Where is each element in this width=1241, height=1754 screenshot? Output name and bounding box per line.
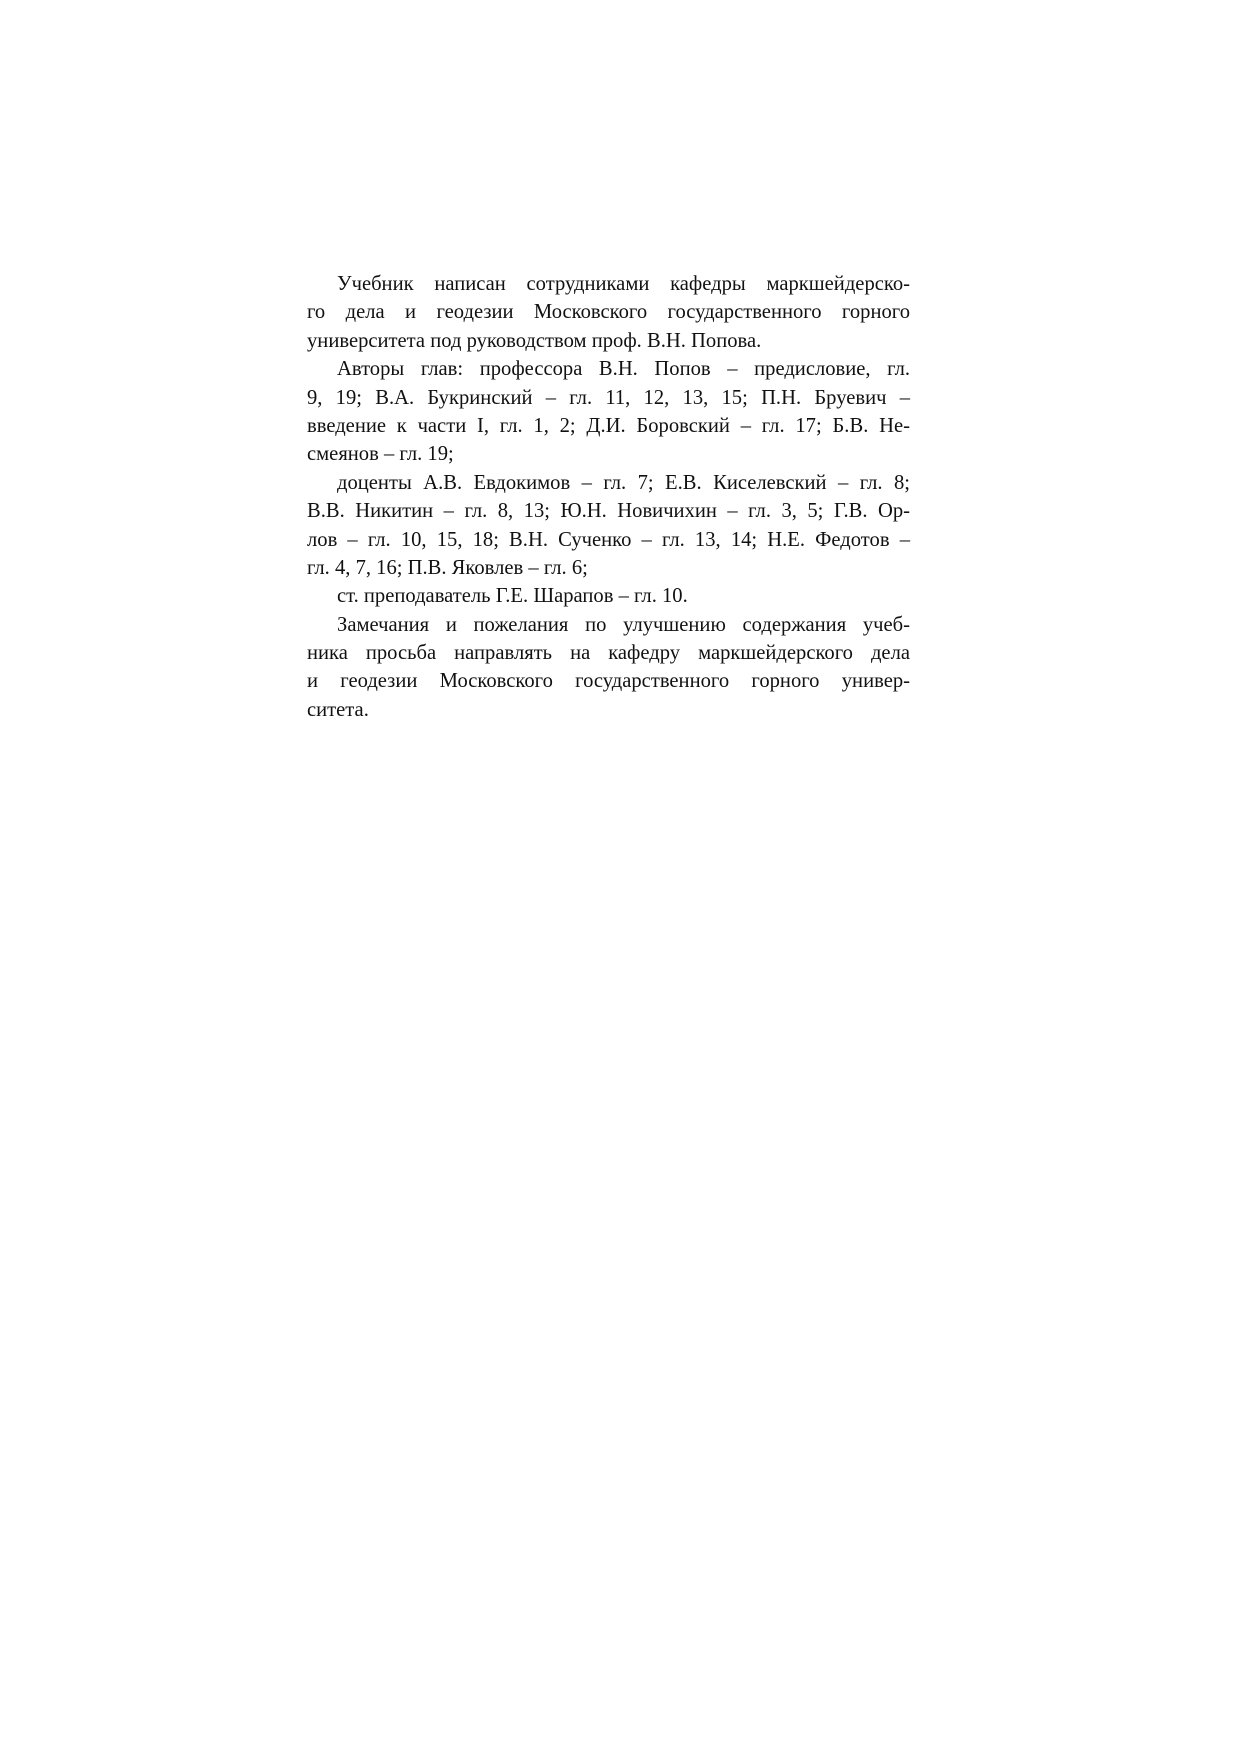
text-line: университета под руководством проф. В.Н. Попова. [307, 329, 762, 352]
text-line: доценты А.В. Евдокимов – гл. 7; Е.В. Киселевский – гл. 8; [337, 471, 910, 494]
paragraph-chapter-authors-senior-lecturer [307, 582, 910, 610]
paragraph-chapter-authors-docents [307, 469, 910, 583]
text-line: ника просьба направлять на кафедру маркшейдерского дела [307, 642, 910, 665]
text-line: Авторы глав: профессора В.Н. Попов – предисловие, гл. [337, 358, 910, 381]
text-line: и геодезии Московского государственного горного универ- [307, 670, 910, 693]
paragraph-chapter-authors-professors [307, 355, 910, 469]
text-line: ст. преподаватель Г.Е. Шарапов – гл. 10. [337, 585, 688, 608]
paragraph-authorship [307, 270, 910, 355]
text-line: го дела и геодезии Московского государственного горного [307, 301, 910, 324]
paragraph-feedback [307, 611, 910, 725]
text-line: Учебник написан сотрудниками кафедры маркшейдерско- [337, 273, 910, 295]
credits-text-block [307, 270, 910, 724]
text-line: 9, 19; В.А. Букринский – гл. 11, 12, 13, 15; П.Н. Бруевич – [307, 386, 910, 409]
text-line: гл. 4, 7, 16; П.В. Яковлев – гл. 6; [307, 556, 588, 579]
text-line: ситета. [307, 698, 369, 721]
text-line: смеянов – гл. 19; [307, 443, 454, 466]
text-line: В.В. Никитин – гл. 8, 13; Ю.Н. Новичихин – гл. 3, 5; Г.В. Ор- [307, 500, 910, 523]
text-line: лов – гл. 10, 15, 18; В.Н. Сученко – гл. 13, 14; Н.Е. Федотов – [307, 528, 910, 551]
text-line: введение к части I, гл. 1, 2; Д.И. Боровский – гл. 17; Б.В. Не- [307, 414, 910, 437]
text-line: Замечания и пожелания по улучшению содержания учеб- [337, 613, 910, 636]
